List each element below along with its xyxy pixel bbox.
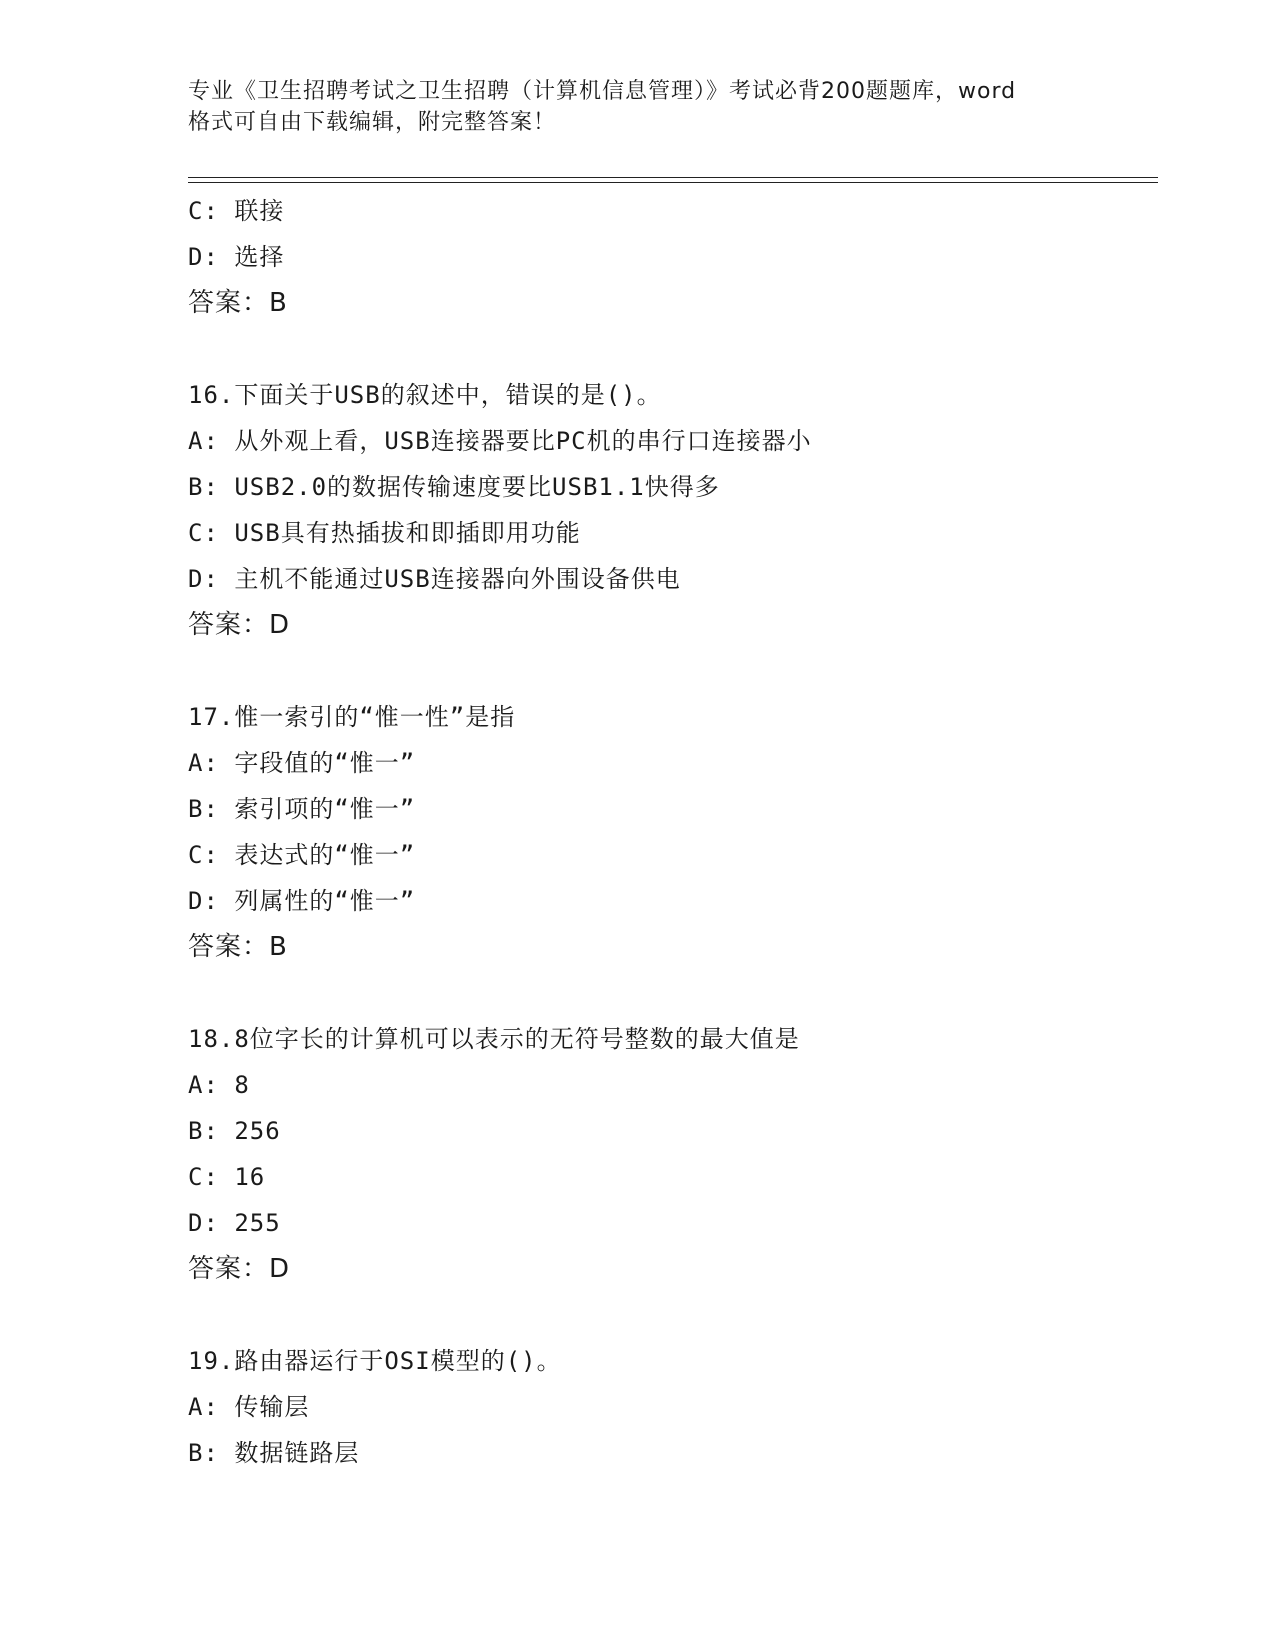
option-a: A: 从外观上看，USB连接器要比PC机的串行口连接器小: [188, 427, 812, 455]
spacer: [188, 970, 1148, 1016]
header-title-line-2: 格式可自由下载编辑，附完整答案！: [188, 110, 557, 135]
question-19: [188, 1338, 1148, 1476]
answer-label: 答案：D: [188, 610, 291, 640]
option-c: C: 联接: [188, 197, 285, 225]
spacer: [188, 1292, 1148, 1338]
question-list: [188, 188, 1148, 1476]
option-b: B: 256: [188, 1117, 281, 1145]
answer-label: 答案：D: [188, 1254, 291, 1284]
option-d: D: 255: [188, 1209, 281, 1237]
option-b: B: 数据链路层: [188, 1439, 360, 1467]
spacer: [188, 326, 1148, 372]
option-b: B: 索引项的“惟一”: [188, 795, 416, 823]
document-header: [188, 76, 1088, 138]
question-text: 17.惟一索引的“惟一性”是指: [188, 703, 516, 731]
question-text: 19.路由器运行于OSI模型的()。: [188, 1347, 562, 1375]
option-d: D: 选择: [188, 243, 285, 271]
question-18: [188, 1016, 1148, 1292]
header-title-line-1: 专业《卫生招聘考试之卫生招聘（计算机信息管理）》考试必背200题题库，word: [188, 79, 1017, 104]
answer-label: 答案：B: [188, 932, 288, 962]
option-c: C: 16: [188, 1163, 266, 1191]
question-17: [188, 694, 1148, 970]
option-a: A: 8: [188, 1071, 250, 1099]
question-15-continuation: [188, 188, 1148, 326]
option-c: C: 表达式的“惟一”: [188, 841, 416, 869]
option-a: A: 字段值的“惟一”: [188, 749, 416, 777]
option-d: D: 列属性的“惟一”: [188, 887, 416, 915]
header-divider-top: [188, 177, 1158, 178]
option-b: B: USB2.0的数据传输速度要比USB1.1快得多: [188, 473, 720, 501]
option-d: D: 主机不能通过USB连接器向外围设备供电: [188, 565, 681, 593]
option-c: C: USB具有热插拔和即插即用功能: [188, 519, 581, 547]
question-text: 18.8位字长的计算机可以表示的无符号整数的最大值是: [188, 1025, 800, 1053]
question-text: 16.下面关于USB的叙述中，错误的是()。: [188, 381, 662, 409]
spacer: [188, 648, 1148, 694]
option-a: A: 传输层: [188, 1393, 310, 1421]
question-16: [188, 372, 1148, 648]
header-divider-bottom: [188, 182, 1158, 183]
answer-label: 答案：B: [188, 288, 288, 318]
